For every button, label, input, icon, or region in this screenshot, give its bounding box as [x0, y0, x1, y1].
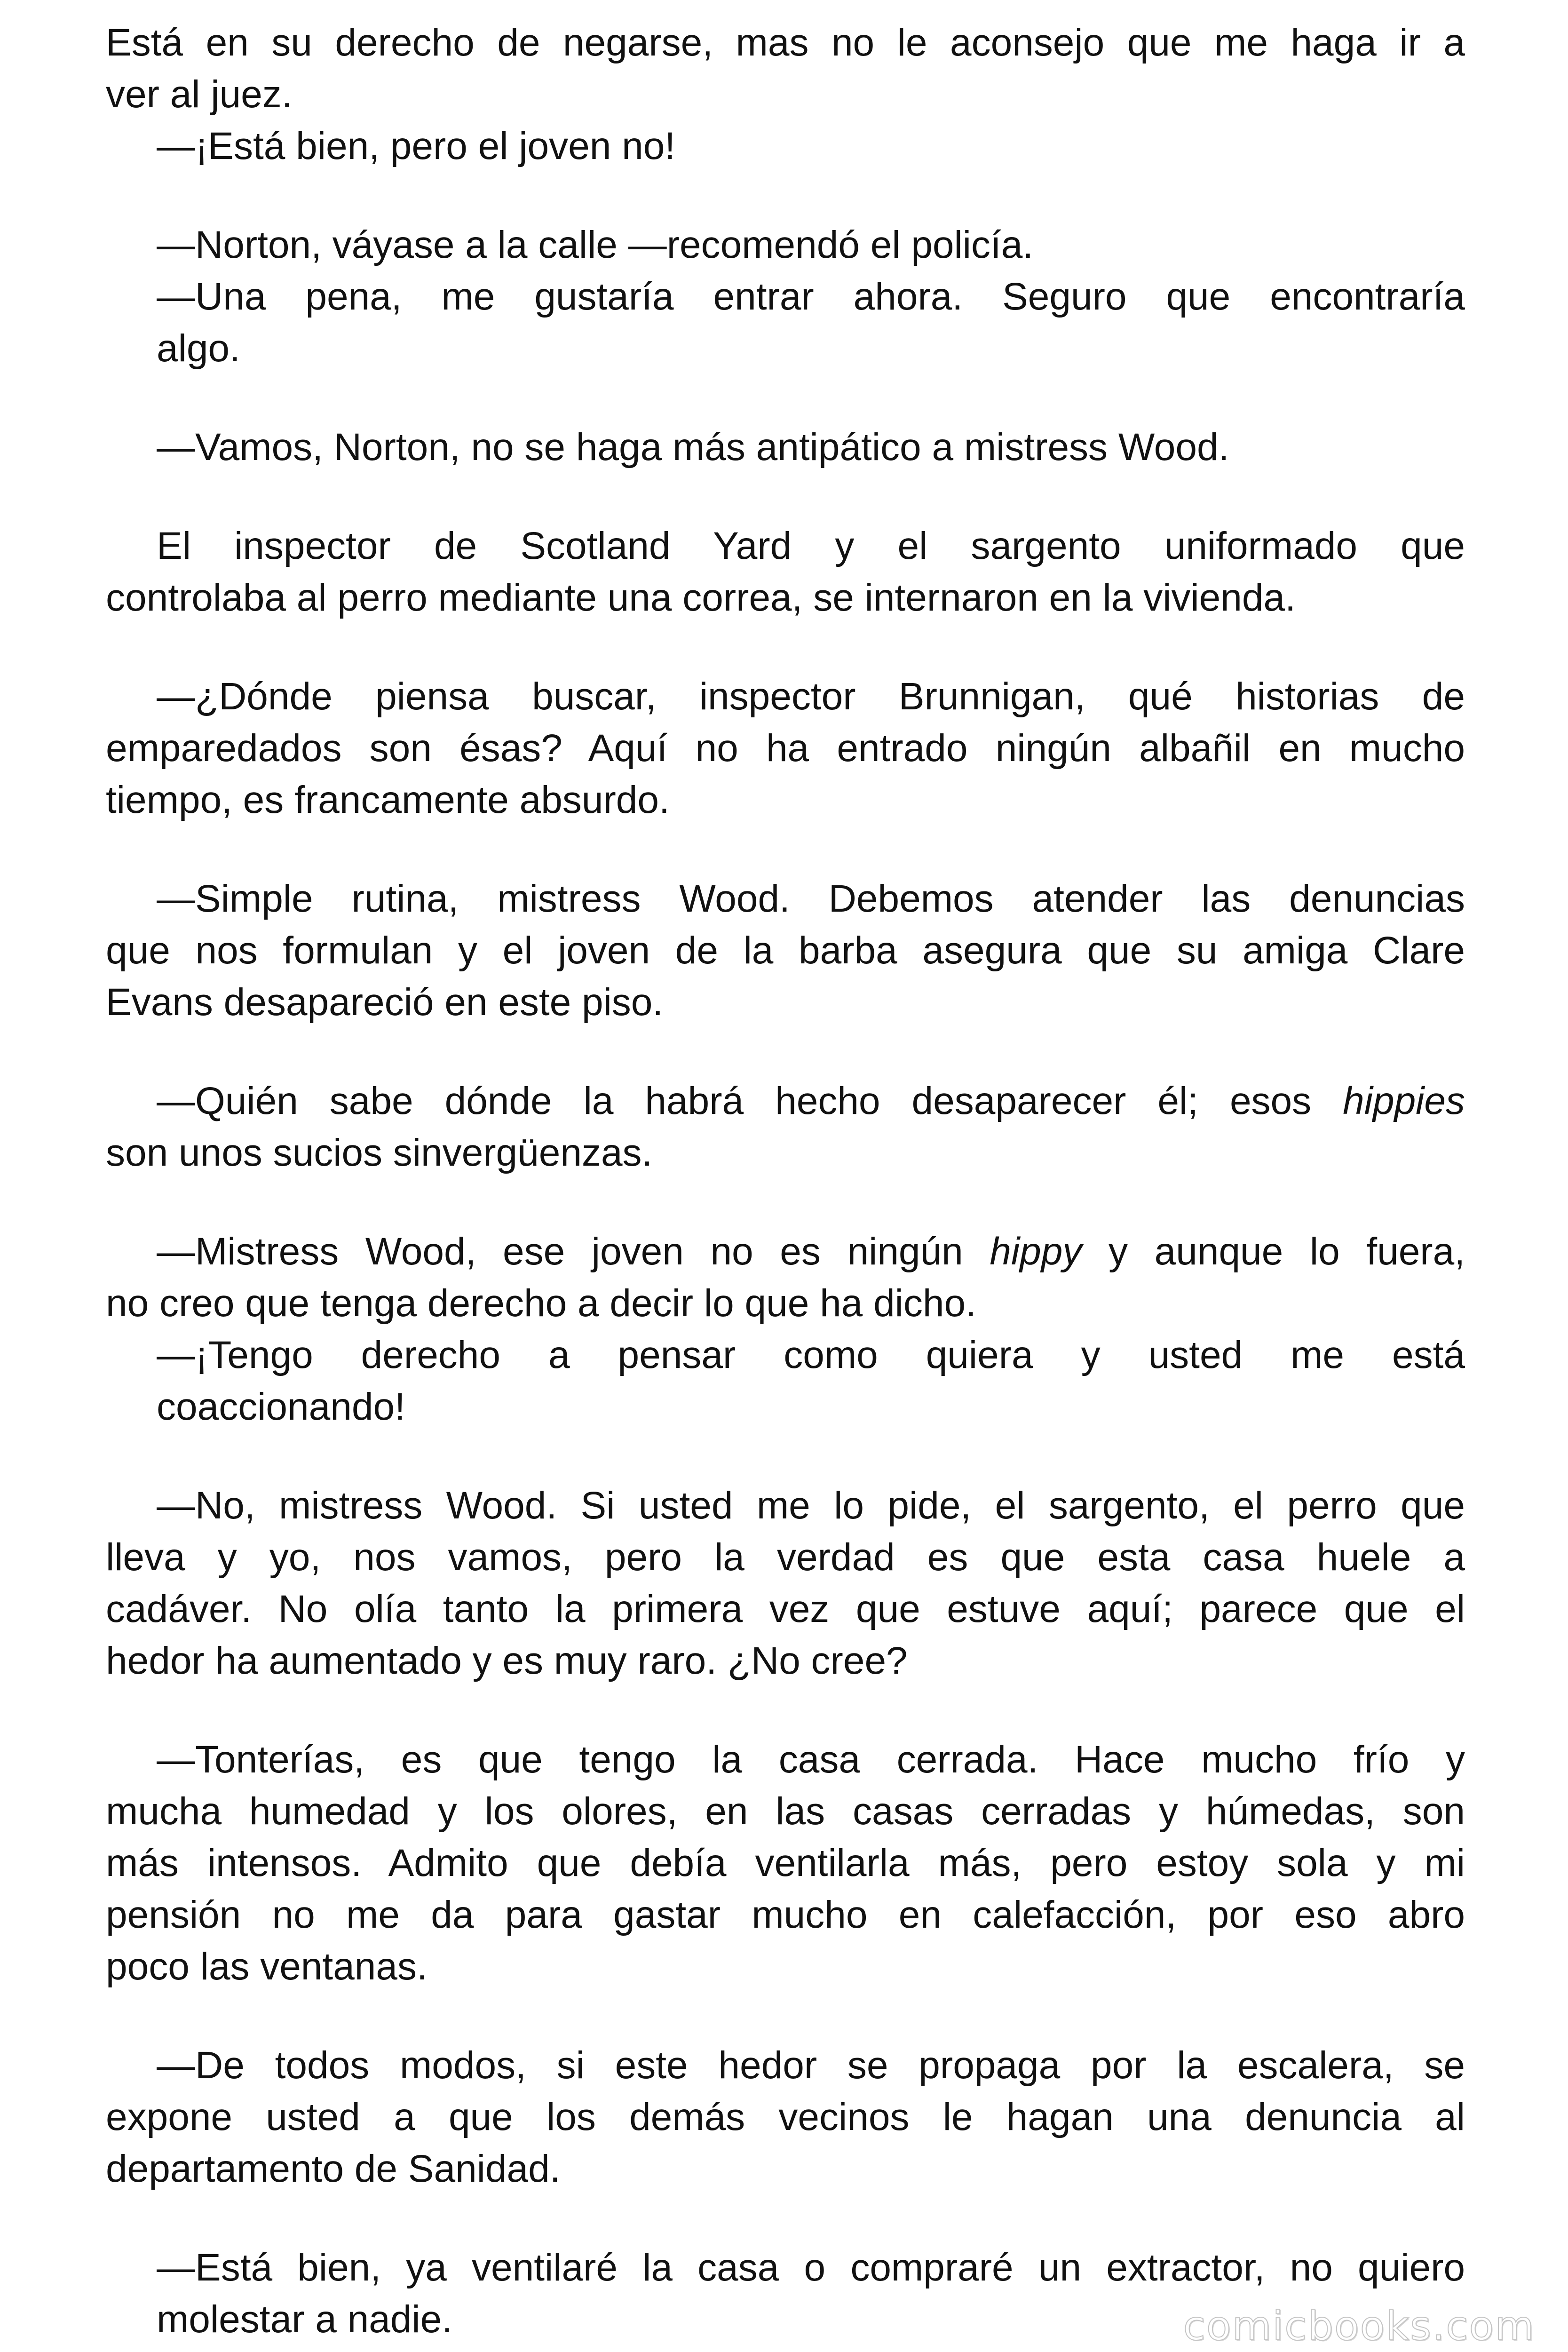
- text-segment: —Quién sabe dónde la habrá hecho desaparecer él; esos: [157, 1080, 1343, 1122]
- text-line: Evans desapareció en este piso.: [106, 981, 664, 1024]
- text-line: [157, 1226, 1465, 1278]
- text-line: —Vamos, Norton, no se haga más antipático a mistress Wood.: [157, 426, 1229, 469]
- text-line: coaccionando!: [157, 1385, 405, 1428]
- text-segment: —Mistress Wood, ese joven no es ningún: [157, 1230, 990, 1273]
- text-line: controlaba al perro mediante una correa, se internaron en la vivienda.: [106, 576, 1296, 619]
- text-line: ver al juez.: [106, 73, 293, 116]
- text-line: [157, 1075, 1465, 1127]
- text-line: que nos formulan y el joven de la barba asegura que su amiga Clare: [106, 929, 1465, 972]
- text-line: —¡Está bien, pero el joven no!: [157, 125, 676, 167]
- text-line: mucha humedad y los olores, en las casas cerradas y húmedas, son: [106, 1790, 1465, 1833]
- text-line: —Norton, váyase a la calle —recomendó el policía.: [157, 223, 1034, 266]
- text-line: lleva y yo, nos vamos, pero la verdad es que esta casa huele a: [106, 1536, 1465, 1579]
- text-line: son unos sucios sinvergüenzas.: [106, 1131, 653, 1174]
- text-line: —Simple rutina, mistress Wood. Debemos atender las denuncias: [157, 877, 1465, 920]
- text-line: hedor ha aumentado y es muy raro. ¿No cree?: [106, 1639, 908, 1682]
- text-line: molestar a nadie.: [157, 2298, 453, 2341]
- text-line: —Una pena, me gustaría entrar ahora. Seguro que encontraría: [157, 275, 1465, 318]
- text-line: no creo que tenga derecho a decir lo que ha dicho.: [106, 1282, 976, 1325]
- text-line: —¿Dónde piensa buscar, inspector Brunnigan, qué historias de: [157, 675, 1465, 718]
- text-line: cadáver. No olía tanto la primera vez que estuve aquí; parece que el: [106, 1588, 1465, 1630]
- text-line: más intensos. Admito que debía ventilarla más, pero estoy sola y mi: [106, 1842, 1465, 1884]
- text-line: Está en su derecho de negarse, mas no le aconsejo que me haga ir a: [106, 21, 1465, 64]
- text-line: emparedados son ésas? Aquí no ha entrado ningún albañil en mucho: [106, 727, 1465, 770]
- text-line: tiempo, es francamente absurdo.: [106, 779, 670, 821]
- text-line: —No, mistress Wood. Si usted me lo pide, el sargento, el perro que: [157, 1484, 1465, 1527]
- text-line: —De todos modos, si este hedor se propaga por la escalera, se: [157, 2044, 1465, 2087]
- text-line: pensión no me da para gastar mucho en calefacción, por eso abro: [106, 1893, 1465, 1936]
- text-line: —Está bien, ya ventilaré la casa o compraré un extractor, no quiero: [157, 2246, 1465, 2289]
- italic-word: hippy: [990, 1230, 1082, 1273]
- italic-word: hippies: [1343, 1080, 1465, 1122]
- text-line: —Tonterías, es que tengo la casa cerrada. Hace mucho frío y: [157, 1738, 1465, 1781]
- text-line: El inspector de Scotland Yard y el sargento uniformado que: [157, 524, 1465, 567]
- text-line: expone usted a que los demás vecinos le hagan una denuncia al: [106, 2096, 1465, 2138]
- text-line: poco las ventanas.: [106, 1945, 428, 1988]
- text-segment: y aunque lo fuera,: [1082, 1230, 1465, 1273]
- watermark: comicbooks.com: [1183, 2303, 1535, 2350]
- text-line: departamento de Sanidad.: [106, 2147, 561, 2190]
- text-line: algo.: [157, 327, 240, 370]
- text-line: —¡Tengo derecho a pensar como quiera y usted me está: [157, 1334, 1465, 1376]
